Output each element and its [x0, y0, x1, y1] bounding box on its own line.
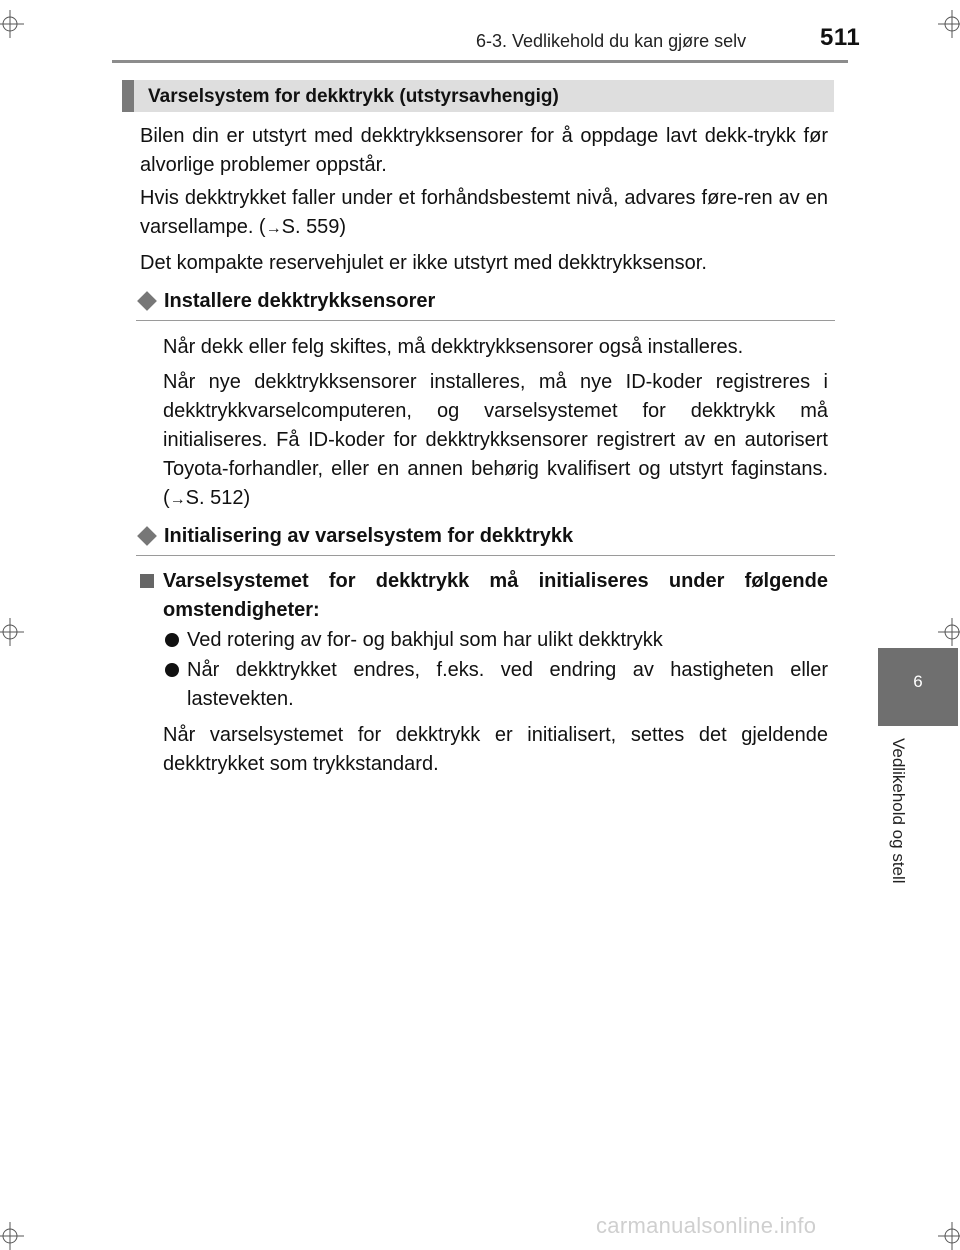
install-paragraph-1: Når dekk eller felg skiftes, må dekktrykksensorer også installeres. [163, 336, 744, 358]
page-reference-link[interactable]: S. 512) [185, 487, 251, 509]
install-heading-text: Installere dekktrykksensorer [164, 290, 436, 312]
diamond-icon [137, 526, 157, 546]
list-item [163, 656, 828, 714]
header-divider [112, 60, 848, 63]
crop-mark-icon [938, 618, 960, 646]
init-subheading [140, 567, 828, 625]
intro-paragraph-3: Det kompakte reservehjulet er ikke utstyrt med dekktrykksensor. [140, 252, 707, 274]
intro-paragraph-2 [140, 184, 828, 243]
chapter-label: Vedlikehold og stell [889, 738, 908, 884]
init-note: Når varselsystemet for dekktrykk er initialisert, settes det gjeldende dekktrykket som trykkstandard. [163, 724, 828, 775]
section-title-bar [122, 80, 834, 112]
install-paragraph-2 [163, 368, 828, 514]
running-header-title: 6-3. Vedlikehold du kan gjøre selv [476, 31, 747, 51]
chapter-tab[interactable] [878, 648, 958, 726]
init-subheading-text: Varselsystemet for dekktrykk må initialiseres under følgende omstendigheter: [163, 570, 828, 621]
list-item-text: Når dekktrykket endres, f.eks. ved endring av hastigheten eller lastevekten. [187, 659, 828, 710]
diamond-icon [137, 291, 157, 311]
round-bullet-icon [165, 663, 179, 677]
init-heading [136, 525, 573, 548]
intro-paragraph-1: Bilen din er utstyrt med dekktrykksensorer for å oppdage lavt dekk-trykk før alvorlige problemer oppstår. [140, 125, 828, 176]
crop-mark-icon [0, 618, 24, 646]
install-heading [136, 290, 435, 313]
chapter-number: 6 [913, 672, 923, 691]
init-heading-rule [136, 555, 835, 556]
arrow-right-icon: → [169, 491, 186, 508]
intro-paragraph-2-text: Hvis dekktrykket faller under et forhåndsbestemt nivå, advares føre-ren av en varsellampe. ( [140, 187, 828, 238]
list-item [163, 626, 828, 655]
list-item-text: Ved rotering av for- og bakhjul som har ulikt dekktrykk [187, 629, 663, 651]
square-bullet-icon [140, 574, 154, 588]
round-bullet-icon [165, 633, 179, 647]
crop-mark-icon [938, 1222, 960, 1250]
page-reference-link[interactable]: S. 559) [281, 216, 347, 238]
install-heading-rule [136, 320, 835, 321]
install-paragraph-2-text: Når nye dekktrykksensorer installeres, må nye ID-koder registreres i dekktrykkvarselcomputeren, og varselsystemet for dekktrykk må initialiseres. Få ID-koder for dekktrykksensorer registrert av en autorisert Toyota-forhandler, eller en annen behørig kvalifisert og utstyrt faginstans. ( [163, 371, 828, 509]
watermark: carmanualsonline.info [596, 1213, 817, 1238]
section-title: Varselsystem for dekktrykk (utstyrsavhengig) [148, 86, 559, 107]
crop-mark-icon [0, 1222, 24, 1250]
init-heading-text: Initialisering av varselsystem for dekktrykk [164, 525, 574, 547]
arrow-right-icon: → [265, 220, 282, 237]
crop-mark-icon [0, 10, 24, 38]
page-number: 511 [820, 24, 861, 51]
crop-mark-icon [938, 10, 960, 38]
